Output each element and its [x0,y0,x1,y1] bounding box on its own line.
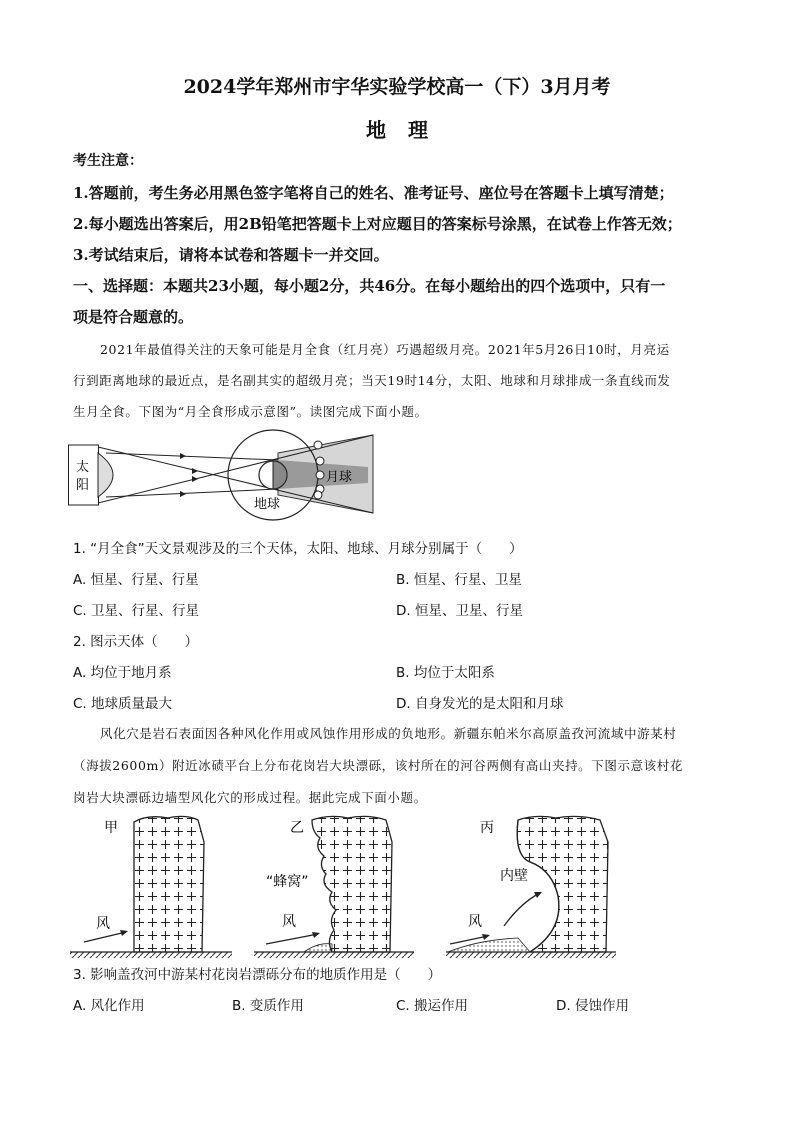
q2-stem: 2. 图示天体（ ） [73,634,199,650]
q3-stem: 3. 影响盖孜河中游某村花岗岩漂砾分布的地质作用是（ ） [73,967,442,983]
passage2-line3: 岗岩大块漂砾边墙型风化穴的形成过程。据此完成下面小题。 [73,790,427,805]
q1-option-c[interactable]: C. 卫星、行星、行星 [73,603,200,619]
passage2-line2: （海拔2600m）附近冰碛平台上分布花岗岩大块漂砾，该村所在的河谷两侧有高山夹持。下图示意该村花 [73,758,683,773]
q2-option-d[interactable]: D. 自身发光的是太阳和月球 [396,696,564,712]
ray-4 [106,489,278,497]
panel-jia-label: 甲 [104,820,118,836]
weathering-cavity-figure [68,812,628,960]
q2-option-b[interactable]: B. 均位于太阳系 [396,665,495,681]
inner-wall-label: 内壁 [500,868,528,884]
exam-title: 2024学年郑州市宇华实验学校高一（下）3月月考 [183,76,611,98]
section-heading-line1: 一、选择题：本题共23小题，每小题2分，共46分。在每小题给出的四个选项中，只有一 [73,277,666,295]
sun-label-1: 太 [76,460,90,475]
q1-option-b[interactable]: B. 恒星、行星、卫星 [396,572,522,588]
q1-option-d[interactable]: D. 恒星、卫星、行星 [396,603,523,619]
rock-yi [312,816,392,952]
passage1-line2: 行到距离地球的最近点，是名副其实的超级月亮；当天19时14分，太阳、地球和月球排成一条直线而发 [73,373,671,388]
wind-label-1: 风 [96,916,110,932]
panel-yi-label: 乙 [290,820,304,836]
sun-box [69,445,99,505]
rock-bing [517,816,608,952]
q3-option-c[interactable]: C. 搬运作用 [396,998,469,1014]
wind-label-2: 风 [282,914,296,930]
q3-option-a[interactable]: A. 风化作用 [73,998,145,1014]
q1-option-a[interactable]: A. 恒星、行星、行星 [73,572,199,588]
subject-title: 地理 [366,118,450,142]
q2-option-c[interactable]: C. 地球质量最大 [73,696,173,712]
panel-bing-label: 丙 [480,820,494,836]
moon-label: 月球 [326,470,353,485]
section-heading-line2: 项是符合题意的。 [73,308,194,326]
passage1-line1: 2021年最值得关注的天象可能是月全食（红月亮）巧遇超级月亮。2021年5月26日10时，月亮运 [100,342,670,357]
lunar-eclipse-figure [68,425,378,525]
notice-heading: 考生注意： [73,153,143,169]
sun-label-2: 阳 [76,478,90,493]
q1-stem: 1. “月全食”天文景观涉及的三个天体，太阳、地球、月球分别属于（ ） [73,541,523,557]
wind-label-3: 风 [468,914,482,930]
earth-label: 地球 [254,497,281,512]
sun-shape [98,453,113,497]
ray-3 [106,453,278,460]
honeycomb-label: “蜂窝” [266,874,309,890]
notice-item-1: 1.答题前，考生务必用黑色签字笔将自己的姓名、准考证号、座位号在答题卡上填写清楚； [73,184,674,202]
passage1-line3: 生月全食。下图为“月全食形成示意图”。读图完成下面小题。 [73,404,428,419]
notice-item-3: 3.考试结束后，请将本试卷和答题卡一并交回。 [73,246,389,264]
q3-option-d[interactable]: D. 侵蚀作用 [556,998,629,1014]
rock-jia [134,816,204,952]
q2-option-a[interactable]: A. 均位于地月系 [73,665,172,681]
notice-item-2: 2.每小题选出答案后，用2B铅笔把答题卡上对应题目的答案标号涂黑，在试卷上作答无效； [73,215,682,233]
q3-option-b[interactable]: B. 变质作用 [232,998,304,1014]
passage2-line1: 风化穴是岩石表面因各种风化作用或风蚀作用形成的负地形。新疆东帕米尔高原盖孜河流域中游某村 [100,726,677,741]
